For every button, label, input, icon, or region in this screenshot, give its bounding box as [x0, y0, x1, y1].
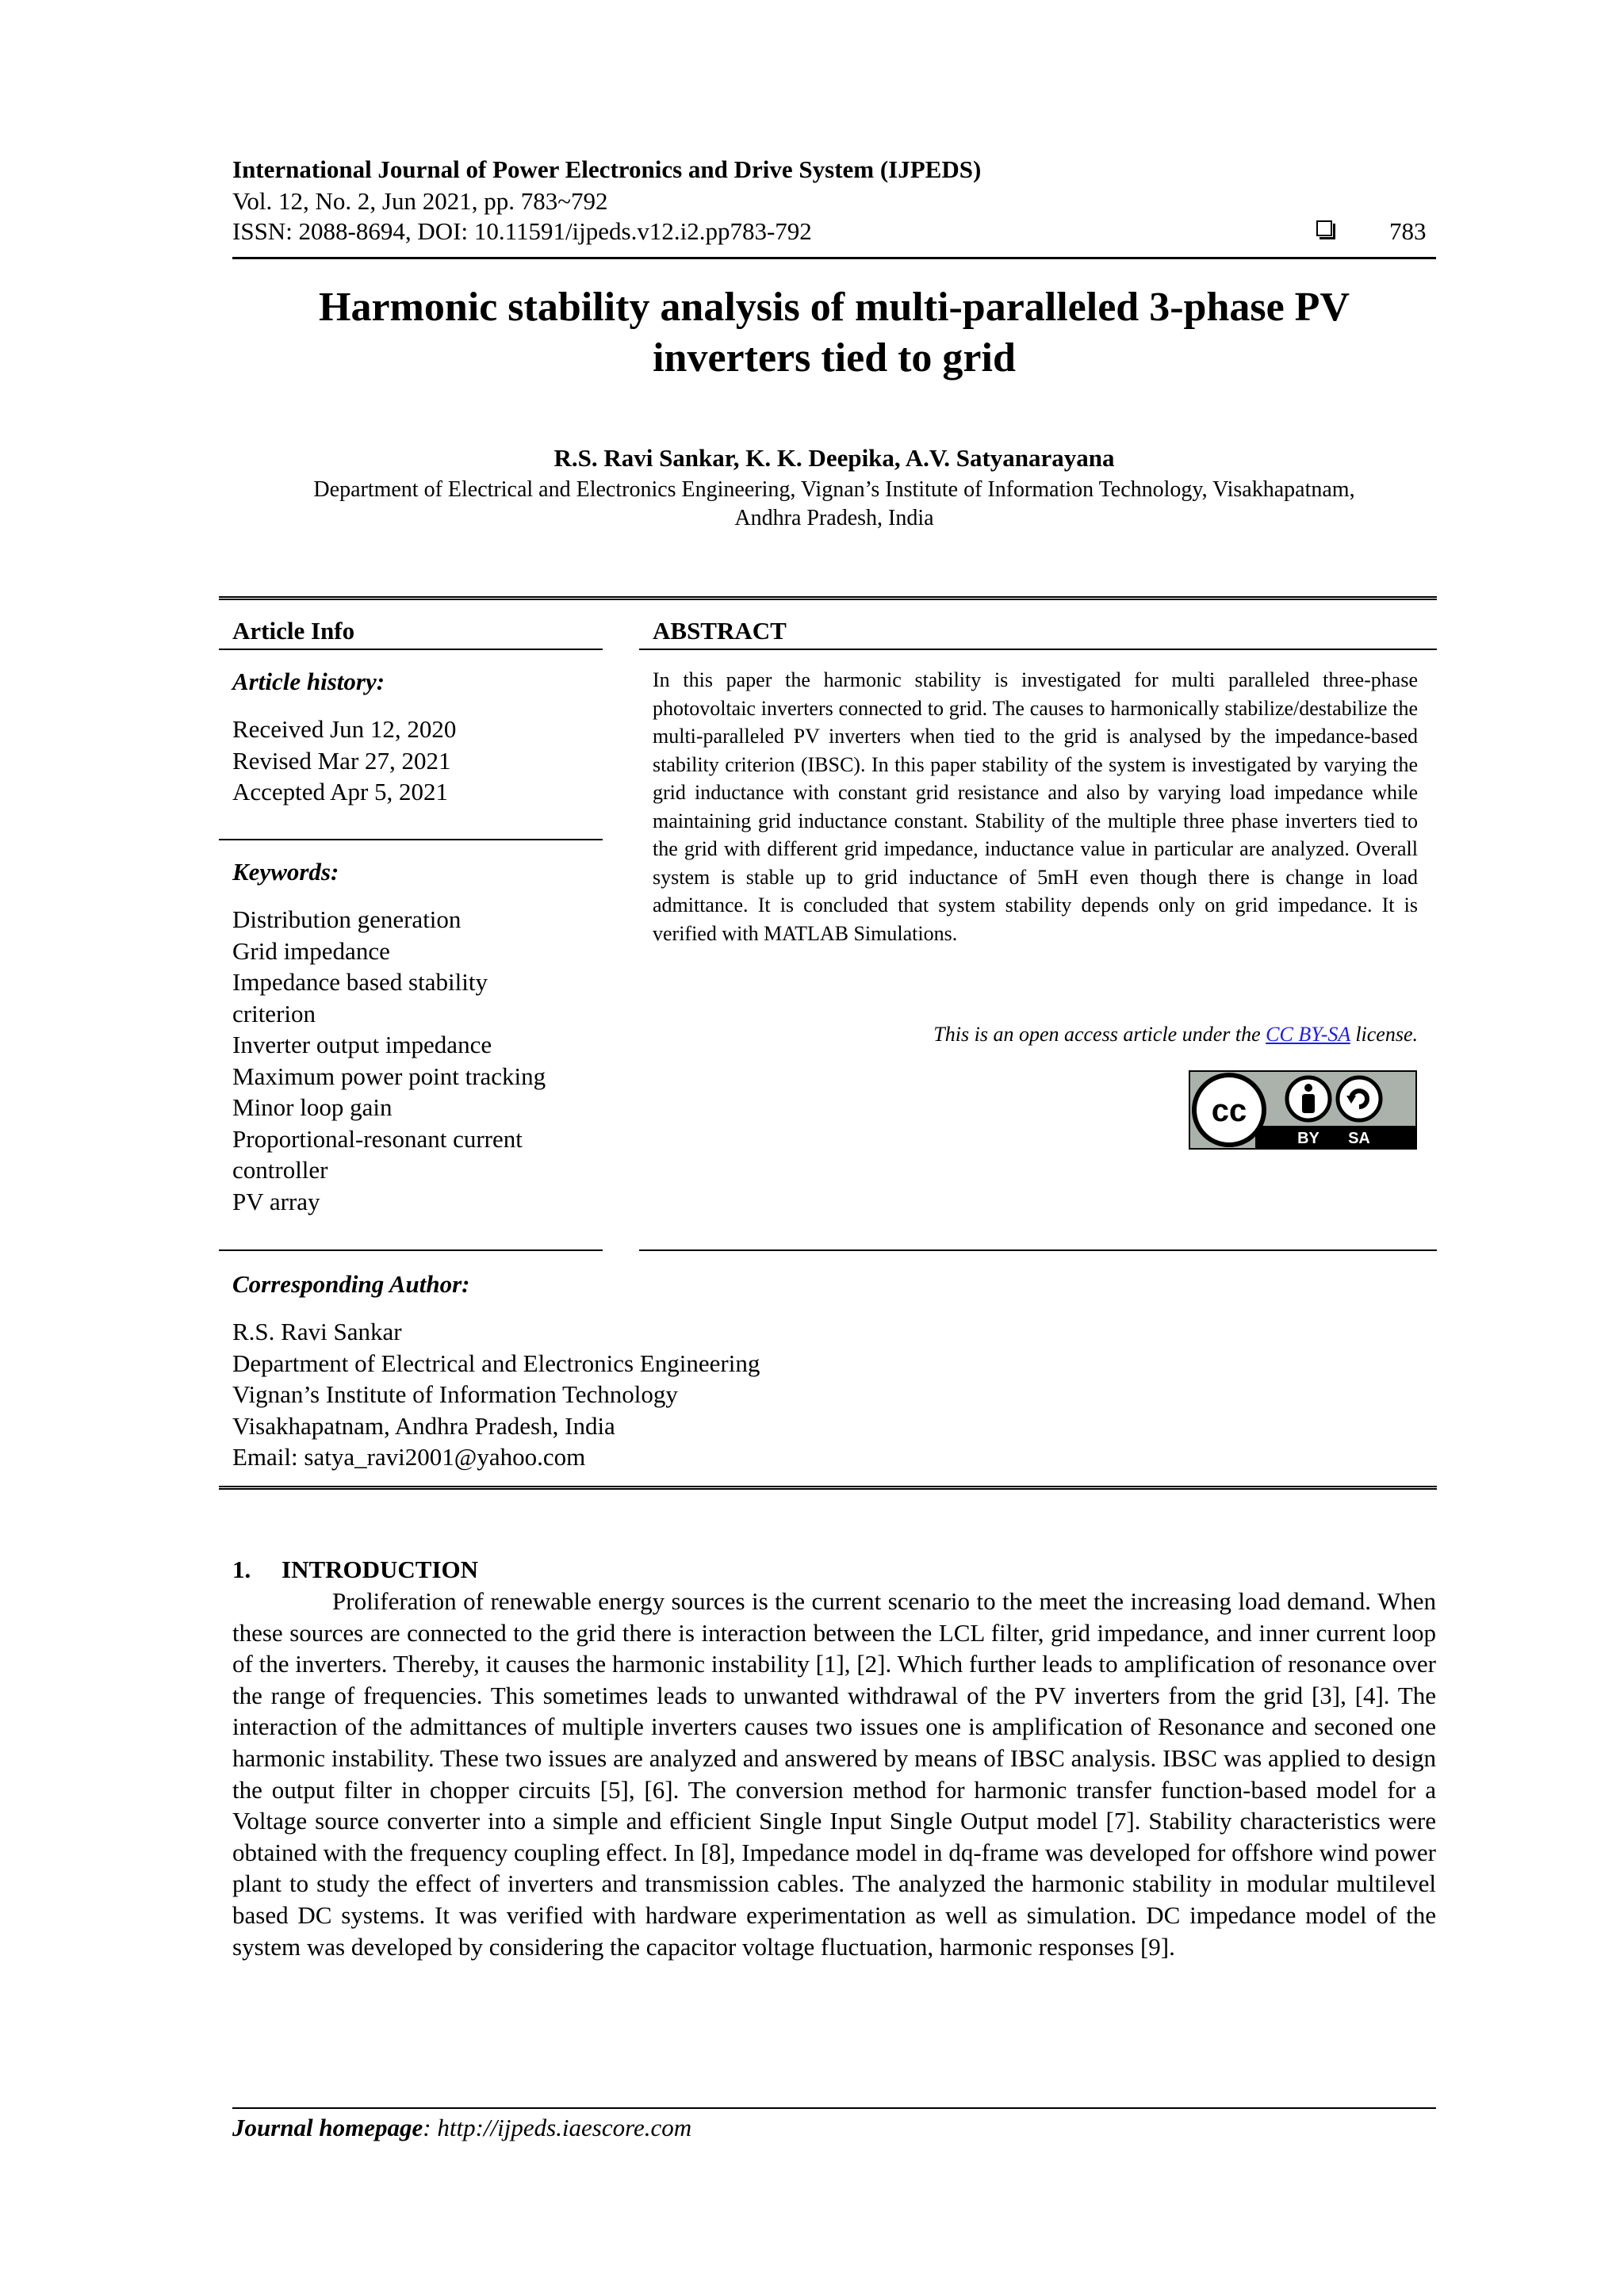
affiliation [232, 476, 1436, 533]
open-access-suffix: license. [1350, 1023, 1418, 1046]
abstract-rule [639, 649, 1437, 650]
corresponding-heading: Corresponding Author: [232, 1270, 470, 1298]
history-item: Revised Mar 27, 2021 [232, 746, 451, 775]
title-line: Harmonic stability analysis of multi-paralleled 3-phase PV [319, 285, 1350, 330]
abstract-heading: ABSTRACT [653, 617, 787, 645]
keyword-item: Distribution generation [232, 905, 462, 933]
section-heading-introduction: 1. INTRODUCTION [232, 1556, 479, 1583]
introduction-paragraph: Proliferation of renewable energy sources is the current scenario to the meet the increasing load demand. When these sources are connected to the grid there is interaction between the LCL filter, grid impedance, and inner current loop of the inverters. Thereby, it causes the harmonic instability [1], [2]. Which further leads to amplification of resonance over the range of frequencies. This sometimes leads to unwanted withdrawal of the PV inverters from the grid [3], [4]. The interaction of the admittances of multiple inverters causes two issues one is amplification of Resonance and seconed one harmonic instability. These two issues are analyzed and answered by means of IBSC analysis. IBSC was applied to design the output filter in chopper circuits [5], [6]. The conversion method for harmonic transfer function-based model for a Voltage source converter into a simple and efficient Single Input Single Output model [7]. Stability characteristics were obtained with the frequency coupling effect. In [8], Impedance model in dq-frame was developed for offshore wind power plant to study the effect of inverters and transmission cables. The analyzed the harmonic stability in modular multilevel based DC systems. It was verified with hardware experimentation as well as simulation. DC impedance model of the system was developed by considering the capacitor voltage fluctuation, harmonic responses [9]. [232, 1587, 1436, 1961]
keyword-item: Impedance based stability [232, 968, 488, 996]
badge-cc-text: cc [1211, 1093, 1247, 1128]
history-heading: Article history: [232, 668, 385, 695]
open-access-prefix: This is an open access article under the [933, 1023, 1266, 1046]
badge-sa-text: SA [1348, 1130, 1370, 1147]
keyword-item: Minor loop gain [232, 1093, 393, 1121]
corresponding-email: Email: satya_ravi2001@yahoo.com [232, 1443, 586, 1471]
history-list [232, 714, 456, 808]
info-bottom-rule [219, 1486, 1437, 1490]
keyword-item: criterion [232, 999, 316, 1027]
issn-doi: ISSN: 2088-8694, DOI: 10.11591/ijpeds.v12.i2.pp783-792 [232, 217, 812, 245]
info-top-rule [219, 596, 1437, 600]
footer-url[interactable]: : http://ijpeds.iaescore.com [423, 2114, 692, 2141]
corresponding-line: Visakhapatnam, Andhra Pradesh, India [232, 1411, 615, 1440]
volume-info: Vol. 12, No. 2, Jun 2021, pp. 783~792 [232, 187, 608, 215]
keyword-item: Proportional-resonant current [232, 1124, 523, 1153]
keyword-item: PV array [232, 1187, 320, 1215]
cc-by-sa-badge-icon [1189, 1070, 1417, 1150]
license-link[interactable]: CC BY-SA [1266, 1023, 1350, 1046]
paper-title [232, 282, 1436, 384]
keywords-list [232, 904, 546, 1217]
affiliation-line: Department of Electrical and Electronics Engineering, Vignan’s Institute of Information Technology, Visakhapatnam, [313, 477, 1355, 502]
abstract-bottom-rule [639, 1249, 1437, 1251]
keyword-item: Inverter output impedance [232, 1031, 492, 1058]
article-info-heading: Article Info [232, 617, 355, 645]
title-line: inverters tied to grid [653, 335, 1016, 381]
corresponding-line: Department of Electrical and Electronics Engineering [232, 1349, 760, 1377]
open-access-note [653, 1023, 1418, 1047]
footer-rule [232, 2107, 1436, 2109]
article-info-rule [219, 649, 603, 650]
keywords-heading: Keywords: [232, 858, 339, 886]
keyword-item: controller [232, 1156, 328, 1184]
keywords-rule [219, 1249, 603, 1251]
page-number: 783 [1389, 217, 1427, 245]
journal-homepage [232, 2114, 691, 2142]
corresponding-details [232, 1316, 760, 1473]
corresponding-line: Vignan’s Institute of Information Technology [232, 1380, 678, 1408]
keyword-item: Maximum power point tracking [232, 1062, 546, 1090]
affiliation-line: Andhra Pradesh, India [734, 506, 934, 530]
authors: R.S. Ravi Sankar, K. K. Deepika, A.V. Satyanarayana [553, 444, 1115, 472]
header-rule [232, 257, 1436, 259]
history-rule [219, 839, 603, 840]
keyword-item: Grid impedance [232, 936, 390, 965]
abstract-text: In this paper the harmonic stability is investigated for multi paralleled three-phase photovoltaic inverters connected to grid. The causes to harmonically stabilize/destabilize the multi-paralleled PV inverters when tied to the grid is analysed by the impedance-based stability criterion (IBSC). In this paper stability of the system is investigated by varying the grid inductance with constant grid resistance and also by varying load impedance while maintaining grid inductance constant. Stability of the multiple three phase inverters tied to the grid with different grid impedance, inductance value in particular are analyzed. Overall system is stable up to grid inductance of 5mH even though there is change in load admittance. It is concluded that system stability depends only on grid impedance. It is verified with MATLAB Simulations. [653, 668, 1418, 945]
badge-by-text: BY [1297, 1130, 1320, 1147]
footer-label: Journal homepage [232, 2114, 423, 2141]
page-box-icon [1316, 220, 1332, 236]
journal-name: International Journal of Power Electronics and Drive System (IJPEDS) [232, 155, 982, 183]
corresponding-line: R.S. Ravi Sankar [232, 1318, 402, 1345]
history-item: Accepted Apr 5, 2021 [232, 778, 449, 806]
history-item: Received Jun 12, 2020 [232, 715, 457, 743]
